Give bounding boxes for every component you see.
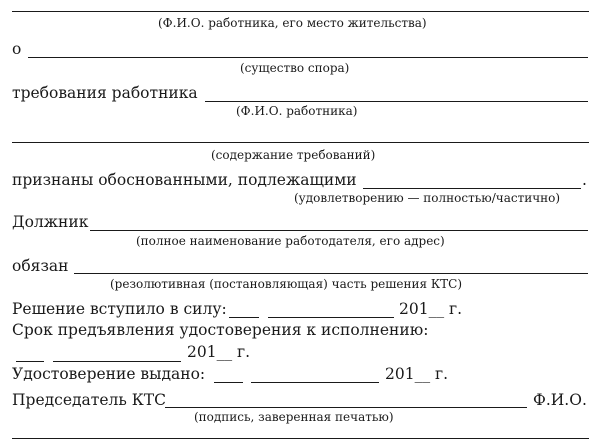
effective-year: 201__ г. (399, 300, 463, 318)
label-debtor: Должник (12, 213, 89, 231)
term-month-line[interactable] (53, 361, 181, 362)
label-obliged: обязан (12, 257, 69, 275)
bottom-line[interactable] (12, 438, 589, 439)
recognized-end: . (582, 171, 587, 189)
caption-worker: (Ф.И.О. работника, его место жительства) (158, 16, 427, 30)
issued-day-line[interactable] (214, 382, 243, 383)
satisfaction-line[interactable] (363, 188, 581, 189)
issued-year: 201__ г. (385, 365, 449, 383)
label-term: Срок предъявления удостоверения к исполнению: (12, 321, 429, 339)
caption-employer: (полное наименование работодателя, его адрес) (136, 234, 445, 248)
resolution-line[interactable] (74, 273, 588, 274)
worker-name-line[interactable] (205, 101, 588, 102)
issued-month-line[interactable] (251, 382, 379, 383)
caption-dispute: (существо спора) (240, 61, 350, 75)
term-day-line[interactable] (16, 361, 44, 362)
dispute-line[interactable] (28, 57, 588, 58)
label-effective: Решение вступило в силу: (12, 300, 227, 318)
signature-line[interactable] (165, 407, 527, 408)
label-about: о (12, 40, 22, 58)
effective-day-line[interactable] (229, 317, 259, 318)
worker-line[interactable] (12, 11, 589, 12)
chairman-fio: Ф.И.О. (533, 391, 587, 409)
claims-line[interactable] (12, 142, 589, 143)
label-recognized: признаны обоснованными, подлежащими (12, 171, 357, 189)
term-year: 201__ г. (187, 343, 251, 361)
caption-resolution: (резолютивная (постановляющая) часть решения КТС) (110, 277, 463, 291)
employer-line[interactable] (90, 230, 588, 231)
label-claims: требования работника (12, 84, 198, 102)
caption-satisfaction: (удовлетворению — полностью/частично) (294, 191, 561, 205)
effective-month-line[interactable] (268, 317, 394, 318)
caption-signature: (подпись, заверенная печатью) (194, 410, 394, 424)
caption-claims: (содержание требований) (211, 148, 376, 162)
label-issued: Удостоверение выдано: (12, 365, 206, 383)
label-chairman: Председатель КТС (12, 391, 166, 409)
caption-worker-name: (Ф.И.О. работника) (236, 104, 358, 118)
